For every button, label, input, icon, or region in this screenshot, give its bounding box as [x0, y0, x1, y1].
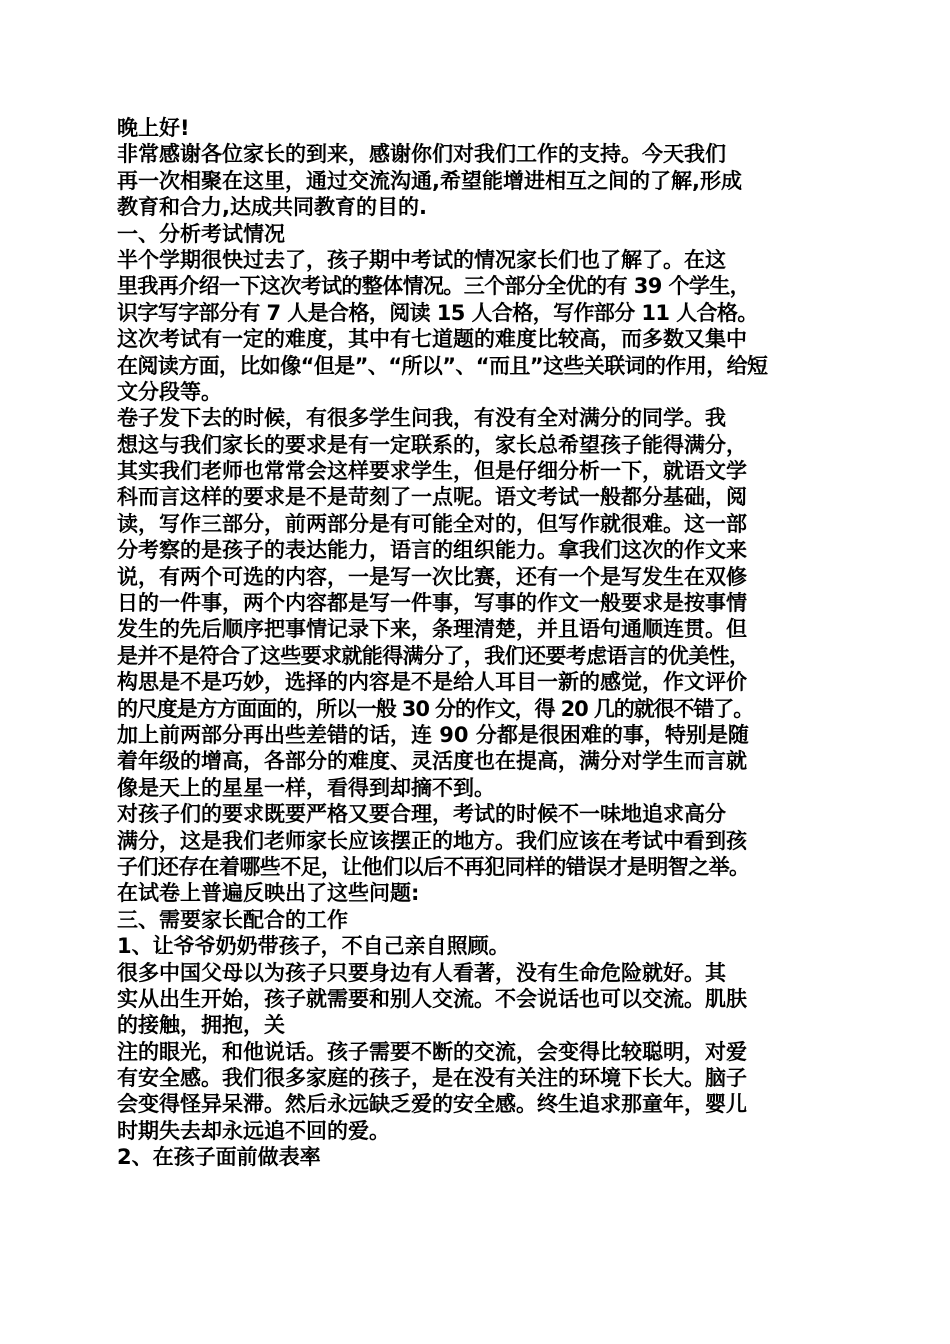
paragraph-line: 其实我们老师也常常会这样要求学生，但是仔细分析一下，就语文学	[117, 459, 747, 484]
subheading: 2、在孩子面前做表率	[117, 1145, 321, 1170]
paragraph-line: 读，写作三部分，前两部分是有可能全对的，但写作就很难。这一部	[117, 511, 747, 536]
paragraph-line: 的尺度是方方面面的，所以一般 30 分的作文，得 20 几的就很不错了。	[117, 696, 754, 721]
document-body	[117, 115, 845, 1171]
paragraph-line: 说，有两个可选的内容，一是写一次比赛，还有一个是写发生在双修	[117, 564, 747, 589]
paragraph-line: 想这与我们家长的要求是有一定联系的，家长总希望孩子能得满分，	[117, 432, 747, 457]
paragraph-line: 实从出生开始，孩子就需要和别人交流。不会说话也可以交流。肌肤	[117, 986, 747, 1011]
paragraph-line: 非常感谢各位家长的到来，感谢你们对我们工作的支持。今天我们	[117, 142, 726, 167]
greeting-line: 晚上好!	[117, 116, 190, 140]
paragraph-line: 满分，这是我们老师家长应该摆正的地方。我们应该在考试中看到孩	[117, 828, 747, 853]
paragraph-line: 构思是不是巧妙，选择的内容是不是给人耳目一新的感觉，作文评价	[117, 670, 747, 695]
paragraph-line: 在试卷上普遍反映出了这些问题:	[117, 881, 420, 906]
paragraph-line: 加上前两部分再出些差错的话，连 90 分都是很困难的事，特别是随	[117, 722, 749, 747]
section-heading: 三、需要家长配合的工作	[117, 907, 348, 932]
paragraph-line: 这次考试有一定的难度，其中有七道题的难度比较高，而多数又集中	[117, 327, 747, 352]
paragraph-line: 识字写字部分有 7 人是合格，阅读 15 人合格，写作部分 11 人合格。	[117, 300, 758, 325]
paragraph-line: 卷子发下去的时候，有很多学生问我，有没有全对满分的同学。我	[117, 406, 726, 431]
paragraph-line: 是并不是符合了这些要求就能得满分了，我们还要考虑语言的优美性，	[117, 643, 750, 668]
paragraph-line: 时期失去却永远追不回的爱。	[117, 1118, 390, 1143]
paragraph-line: 发生的先后顺序把事情记录下来，条理清楚，并且语句通顺连贯。但	[117, 617, 747, 642]
paragraph-line: 里我再介绍一下这次考试的整体情况。三个部分全优的有 39 个学生，	[117, 274, 751, 299]
subheading: 1、让爷爷奶奶带孩子，不自己亲自照顾。	[117, 934, 510, 959]
paragraph-line: 日的一件事，两个内容都是写一件事，写事的作文一般要求是按事情	[117, 591, 747, 616]
paragraph-line: 文分段等。	[117, 379, 222, 404]
paragraph-line: 着年级的增高，各部分的难度、灵活度也在提高，满分对学生而言就	[117, 749, 747, 774]
paragraph-line: 在阅读方面，比如像“但是”、“所以”、“而且”这些关联词的作用，给短	[117, 353, 768, 378]
paragraph-line: 子们还存在着哪些不足，让他们以后不再犯同样的错误才是明智之举。	[117, 854, 750, 879]
section-heading: 一、分析考试情况	[117, 221, 285, 246]
paragraph-line: 再一次相聚在这里，通过交流沟通,希望能增进相互之间的了解,形成	[117, 168, 742, 193]
paragraph-line: 的接触，拥抱，关	[117, 1013, 285, 1038]
paragraph-line: 很多中国父母以为孩子只要身边有人看著，没有生命危险就好。其	[117, 960, 726, 985]
paragraph-line: 教育和合力,达成共同教育的目的.	[117, 195, 427, 220]
paragraph-line: 会变得怪异呆滞。然后永远缺乏爱的安全感。终生追求那童年，婴儿	[117, 1092, 747, 1117]
paragraph-line: 半个学期很快过去了，孩子期中考试的情况家长们也了解了。在这	[117, 247, 726, 272]
paragraph-line: 有安全感。我们很多家庭的孩子，是在没有关注的环境下长大。脑子	[117, 1066, 747, 1091]
paragraph-line: 注的眼光，和他说话。孩子需要不断的交流，会变得比较聪明，对爱	[117, 1039, 747, 1064]
paragraph-line: 像是天上的星星一样，看得到却摘不到。	[117, 775, 495, 800]
paragraph-line: 科而言这样的要求是不是苛刻了一点呢。语文考试一般都分基础，阅	[117, 485, 747, 510]
paragraph-line: 分考察的是孩子的表达能力，语言的组织能力。拿我们这次的作文来	[117, 538, 747, 563]
paragraph-line: 对孩子们的要求既要严格又要合理，考试的时候不一味地追求高分	[117, 802, 726, 827]
